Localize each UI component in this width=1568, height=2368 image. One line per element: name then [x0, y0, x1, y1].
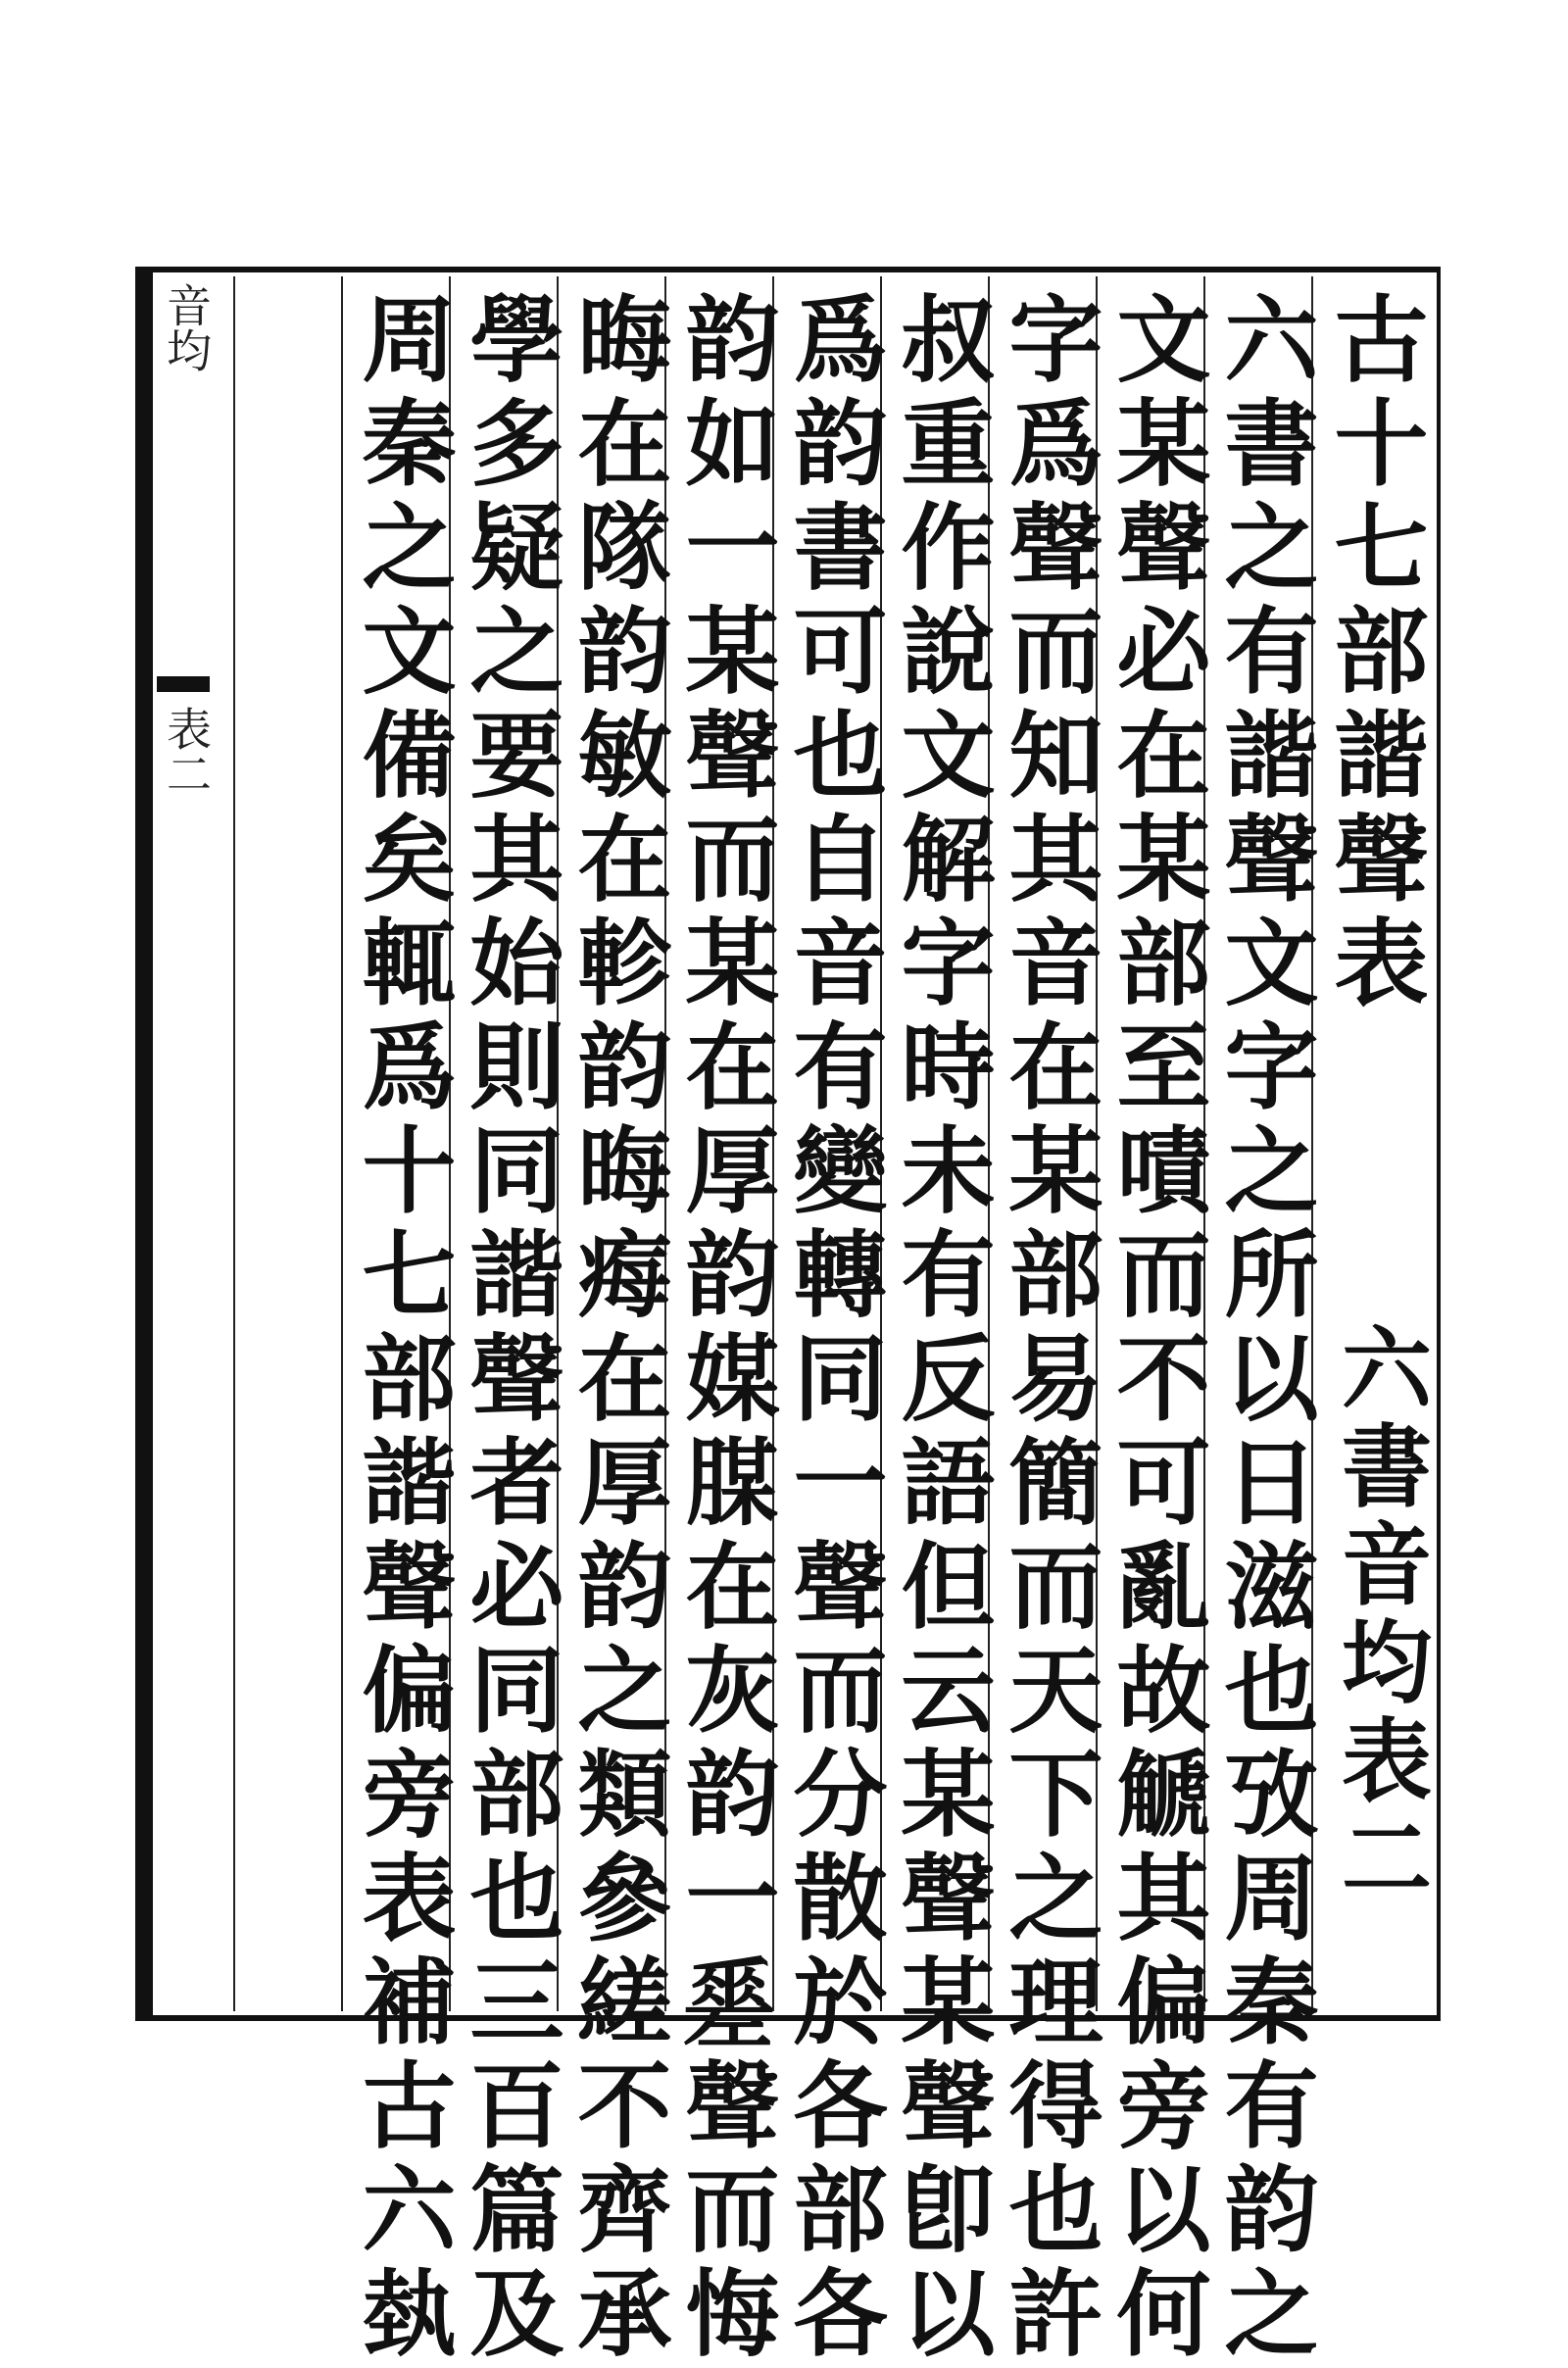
text-column: 六書之有諧聲文字之所以日滋也攷周秦有韵之 [1209, 290, 1320, 2368]
margin-book-label: 音均 [160, 282, 213, 372]
margin-section-label: 表二 [160, 706, 213, 796]
page-title: 古十七部諧聲表 [1319, 290, 1430, 1017]
text-column: 學多疑之要其始則同諧聲者必同部也三百篇及 [455, 290, 565, 2368]
text-column: 叔重作說文解字時未有反語但云某聲某聲卽以 [886, 290, 997, 2368]
text-column: 字爲聲而知其音在某部易簡而天下之理得也許 [994, 290, 1104, 2368]
text-column: 韵如一某聲而某在厚韵媒腜在灰韵一𢀩聲而悔 [670, 290, 781, 2368]
text-column: 文某聲必在某部至嘖而不可亂故䚦其偏旁以何 [1102, 290, 1212, 2368]
text-column: 爲韵書可也自音有變轉同一聲而分散於各部各 [778, 290, 889, 2368]
column-rule [341, 276, 343, 2011]
text-column: 晦在隊韵敏在軫韵晦痗在厚韵之類參縒不齊承 [563, 290, 673, 2368]
text-column: 周秦之文備矣輒爲十七部諧聲偏旁表補古六埶 [347, 290, 458, 2368]
column-rule [233, 276, 235, 2011]
page-subtitle: 六書音均表二 [1327, 1321, 1433, 1909]
margin-bar [135, 267, 153, 2021]
margin-tab [157, 676, 210, 692]
